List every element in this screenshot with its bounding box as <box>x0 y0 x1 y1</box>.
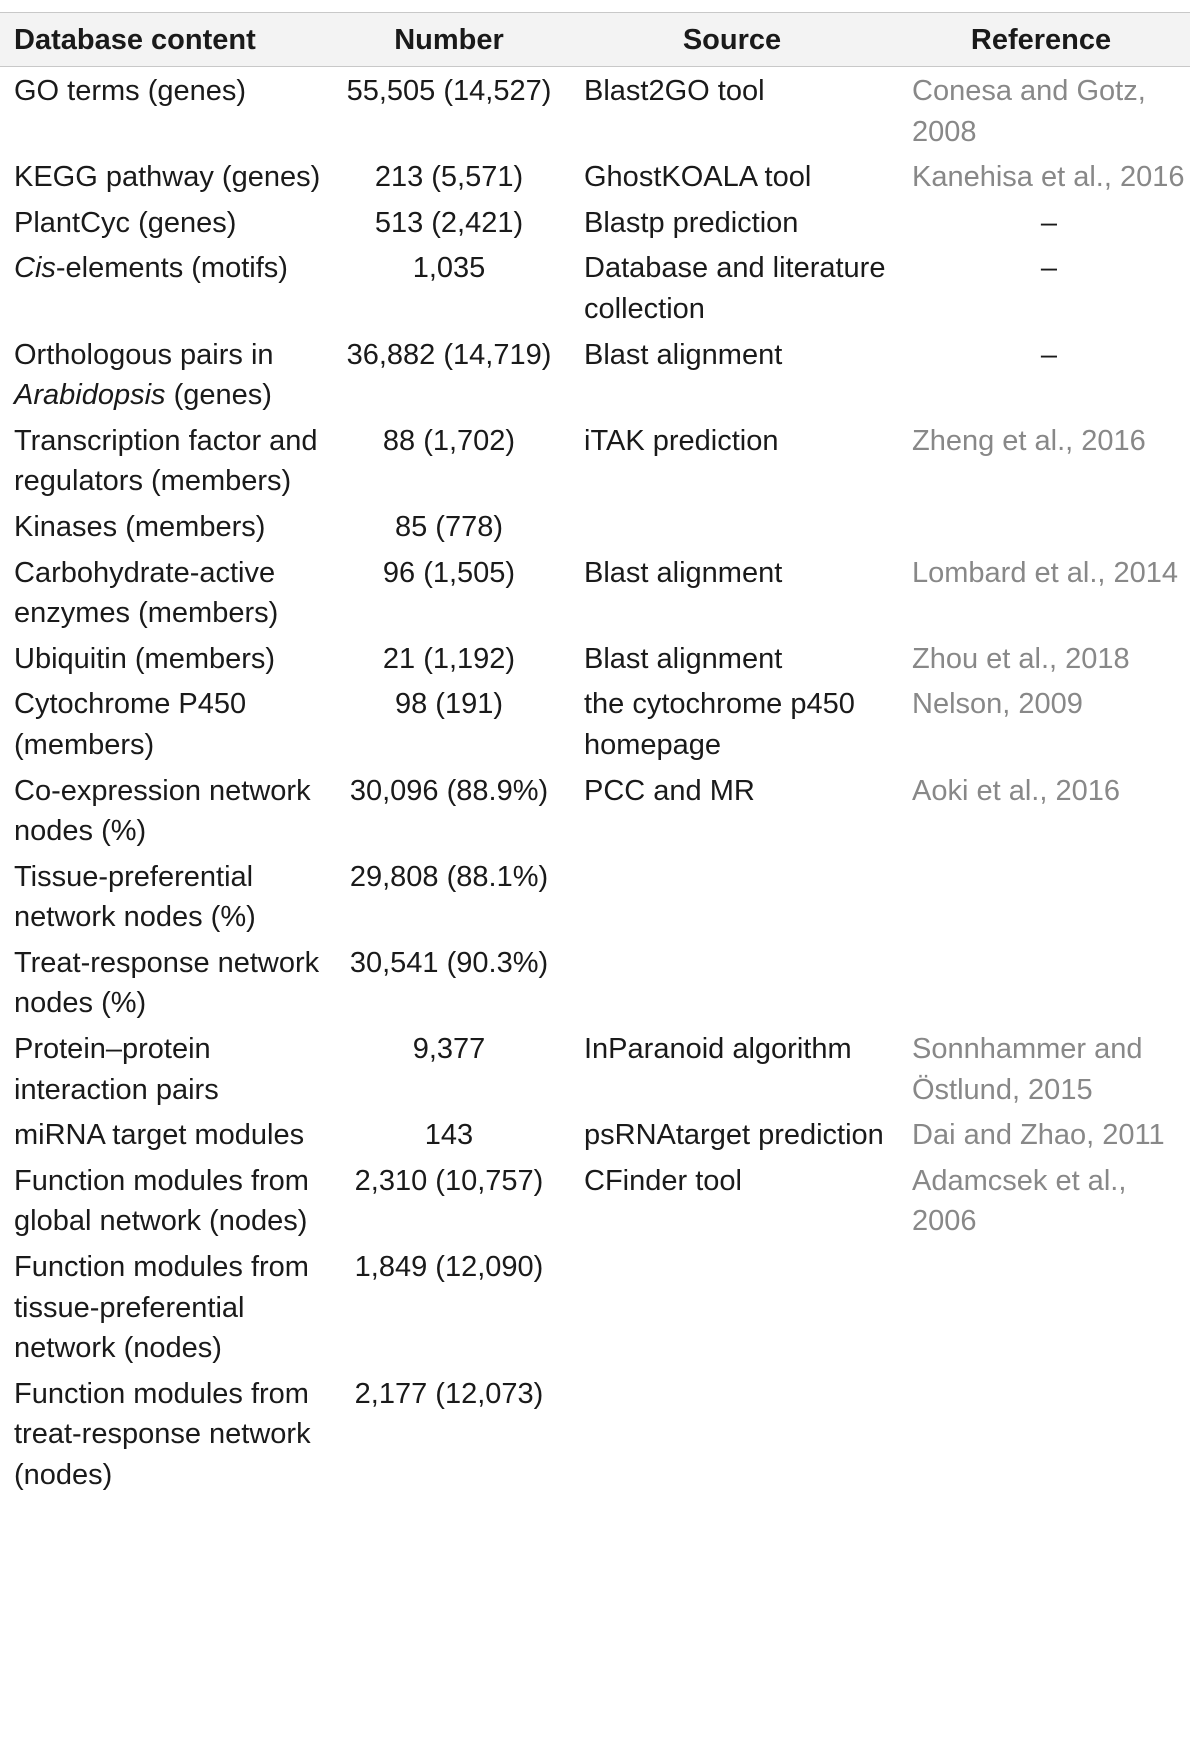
cell-source <box>572 1247 892 1374</box>
table-row <box>0 157 1190 203</box>
cell-content: Kinases (members) <box>14 510 266 543</box>
table-row <box>0 203 1190 249</box>
table-row <box>0 639 1190 685</box>
table-row <box>0 771 1190 857</box>
table-row <box>0 67 1190 158</box>
cell-number: 55,505 (14,527) <box>346 75 552 107</box>
cell-reference: Sonnhammer and Östlund, 2015 <box>912 1033 1143 1106</box>
cell-reference: Zheng et al., 2016 <box>912 424 1146 457</box>
table-header <box>0 13 1190 67</box>
cell-number: 2,177 (12,073) <box>354 1377 544 1410</box>
cell-content: Protein–protein interaction pairs <box>14 1033 219 1106</box>
cell-reference: Aoki et al., 2016 <box>912 774 1120 807</box>
cell-source: Blastp prediction <box>584 206 799 239</box>
cell-source <box>572 1374 892 1501</box>
cell-reference: Kanehisa et al., 2016 <box>912 161 1185 194</box>
cell-content: GO terms (genes) <box>14 75 247 107</box>
header-row <box>0 13 1190 67</box>
table-row <box>0 943 1190 1029</box>
header-source: Source <box>682 23 782 56</box>
cell-source <box>572 943 892 1029</box>
table-row <box>0 421 1190 507</box>
cell-source: PCC and MR <box>584 774 755 807</box>
database-content-table <box>0 12 1190 1501</box>
cell-reference: – <box>1040 252 1058 285</box>
cell-source: Database and literature collection <box>584 252 886 325</box>
table-body <box>0 67 1190 1501</box>
cell-source: the cytochrome p450 homepage <box>584 688 855 761</box>
cell-reference: Conesa and Gotz, 2008 <box>912 75 1146 148</box>
header-database-content: Database content <box>14 23 256 56</box>
table-row <box>0 248 1190 334</box>
cell-content: Ubiquitin (members) <box>14 642 276 675</box>
cell-source <box>572 857 892 943</box>
cell-number: 2,310 (10,757) <box>354 1164 544 1197</box>
cell-number: 1,849 (12,090) <box>354 1251 544 1284</box>
cell-number: 21 (1,192) <box>382 642 516 675</box>
cell-number: 1,035 <box>412 252 486 285</box>
table-row <box>0 857 1190 943</box>
table-row <box>0 1247 1190 1374</box>
cell-content-text: -elements (motifs) <box>55 252 288 285</box>
cell-content <box>0 335 326 421</box>
cell-content: Cytochrome P450 (members) <box>14 688 247 761</box>
cell-content <box>0 248 326 334</box>
header-reference: Reference <box>970 23 1112 56</box>
table-row <box>0 1374 1190 1501</box>
cell-reference <box>892 857 1190 943</box>
cell-number: 88 (1,702) <box>382 424 516 457</box>
table-row <box>0 1115 1190 1161</box>
table-row <box>0 1161 1190 1247</box>
cell-content: Function modules from global network (nodes) <box>14 1164 309 1238</box>
cell-reference <box>892 1374 1190 1501</box>
cell-number: 213 (5,571) <box>374 161 524 194</box>
cell-content-italic: Arabidopsis <box>14 379 166 412</box>
cell-number: 29,808 (88.1%) <box>349 860 549 893</box>
cell-content: PlantCyc (genes) <box>14 206 237 239</box>
cell-content: Tissue-preferential network nodes (%) <box>14 860 256 934</box>
cell-reference: – <box>1040 206 1058 239</box>
table-row <box>0 507 1190 553</box>
cell-content: Co-expression network nodes (%) <box>14 774 311 848</box>
cell-content-tail: (genes) <box>165 379 272 412</box>
cell-content: Treat-response network nodes (%) <box>14 946 320 1020</box>
cell-number: 143 <box>424 1119 474 1152</box>
cell-reference: Lombard et al., 2014 <box>912 556 1179 589</box>
cell-reference: Adamcsek et al., 2006 <box>912 1164 1127 1238</box>
cell-reference <box>892 507 1190 553</box>
cell-number: 30,096 (88.9%) <box>349 774 549 807</box>
cell-content-text: Orthologous pairs in <box>14 338 274 371</box>
cell-reference: Nelson, 2009 <box>912 688 1083 721</box>
cell-number: 36,882 (14,719) <box>346 338 552 371</box>
cell-number: 30,541 (90.3%) <box>349 946 549 979</box>
table-row <box>0 684 1190 770</box>
cell-source: Blast alignment <box>584 556 783 589</box>
cell-number: 96 (1,505) <box>382 556 516 589</box>
header-number: Number <box>394 23 504 56</box>
table-row <box>0 1029 1190 1115</box>
cell-source: CFinder tool <box>584 1164 742 1197</box>
cell-source: GhostKOALA tool <box>584 161 812 194</box>
cell-reference: Dai and Zhao, 2011 <box>912 1119 1165 1152</box>
cell-number: 85 (778) <box>394 510 503 543</box>
cell-content-italic: Cis <box>14 252 56 285</box>
cell-number: 9,377 <box>412 1033 486 1066</box>
table-row <box>0 553 1190 639</box>
table-row <box>0 335 1190 421</box>
cell-source: psRNAtarget prediction <box>584 1119 884 1152</box>
cell-content: miRNA target modules <box>14 1119 305 1152</box>
cell-content: Transcription factor and regulators (members) <box>14 424 318 498</box>
cell-reference: – <box>1040 338 1058 371</box>
cell-content: KEGG pathway (genes) <box>14 161 321 194</box>
cell-source <box>572 507 892 553</box>
cell-source: Blast alignment <box>584 338 783 371</box>
cell-source: Blast alignment <box>584 642 783 675</box>
cell-reference <box>892 943 1190 1029</box>
cell-number: 98 (191) <box>394 688 503 721</box>
cell-source: InParanoid algorithm <box>584 1033 852 1066</box>
cell-content: Carbohydrate-active enzymes (members) <box>14 556 279 630</box>
cell-source: iTAK prediction <box>584 424 779 457</box>
cell-content: Function modules from treat-response network (nodes) <box>14 1377 311 1491</box>
cell-content: Function modules from tissue-preferential network (nodes) <box>14 1251 309 1365</box>
cell-reference <box>892 1247 1190 1374</box>
cell-reference: Zhou et al., 2018 <box>912 642 1130 675</box>
cell-source: Blast2GO tool <box>584 75 765 107</box>
cell-number: 513 (2,421) <box>374 206 524 239</box>
